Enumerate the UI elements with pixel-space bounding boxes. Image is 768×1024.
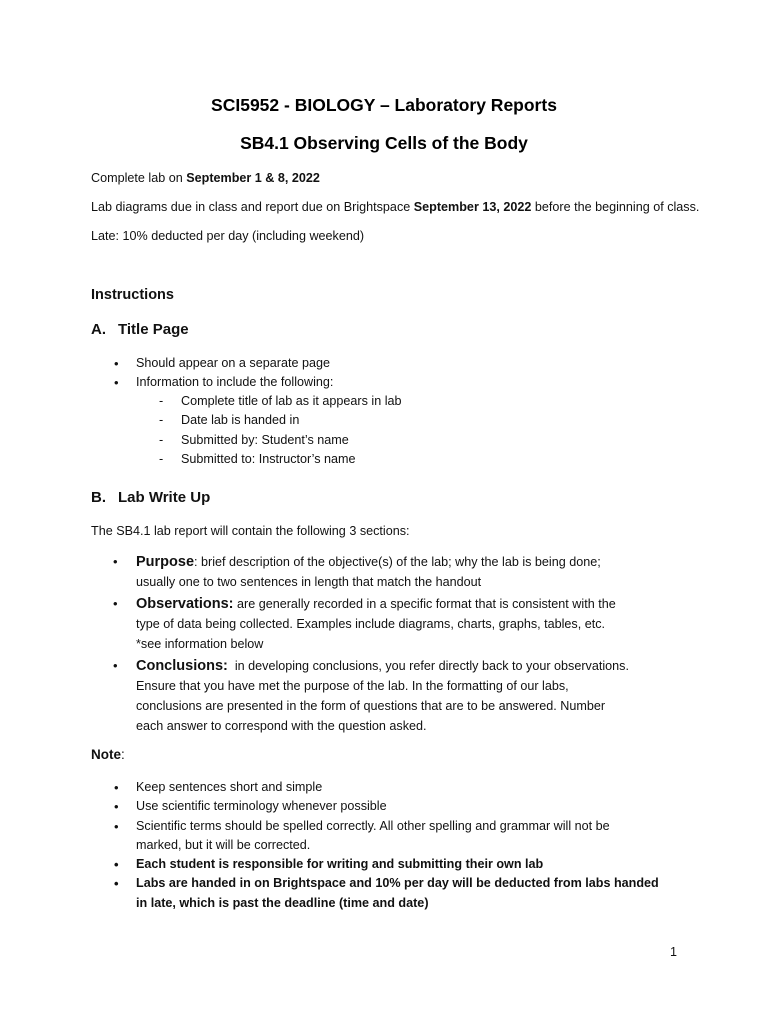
due-date: September 13, 2022 xyxy=(413,200,532,214)
title-page-list xyxy=(0,354,333,393)
page-number: 1 xyxy=(670,945,678,959)
document-title: SCI5952 - BIOLOGY – Laboratory Reports xyxy=(211,95,557,115)
list-item xyxy=(0,778,659,797)
list-item xyxy=(0,656,696,736)
note-list xyxy=(0,778,659,913)
list-item: - Submitted by: Student’s name xyxy=(0,431,402,450)
list-item: • Should appear on a separate page xyxy=(0,354,333,373)
list-item: - Complete title of lab as it appears in lab xyxy=(0,392,402,411)
list-item xyxy=(0,817,659,856)
purpose-text: brief description of the objective(s) of the lab; why the lab is being done; xyxy=(201,555,601,569)
list-item xyxy=(0,855,659,874)
note-item-text: • Scientific terms should be spelled correctly. All other spelling and grammar will not be xyxy=(136,818,610,833)
write-up-sections-list xyxy=(0,552,696,738)
complete-lab-line xyxy=(91,169,320,188)
lab-title: SB4.1 Observing Cells of the Body xyxy=(240,133,528,153)
list-item xyxy=(0,552,696,592)
observations-line-1 xyxy=(136,594,696,614)
list-item: - Submitted to: Instructor’s name xyxy=(0,450,402,469)
section-b-intro: The SB4.1 lab report will contain the following 3 sections: xyxy=(91,524,410,538)
note-label: Note xyxy=(91,747,121,762)
section-a-title: Title Page xyxy=(118,321,189,338)
note-heading xyxy=(91,747,125,762)
note-item-text: • Keep sentences short and simple xyxy=(136,780,323,794)
observations-line-3: *see information below xyxy=(136,637,264,651)
due-date-line xyxy=(91,198,699,217)
section-a-letter: A. xyxy=(91,321,106,338)
late-policy-line: Late: 10% deducted per day (including weekend) xyxy=(91,229,365,243)
term-separator: : xyxy=(194,555,202,569)
section-b-title: Lab Write Up xyxy=(118,489,211,506)
instructions-heading: Instructions xyxy=(91,287,174,303)
note-item-text: • Use scientific terminology whenever possible xyxy=(136,799,387,814)
observations-line-2: type of data being collected. Examples include diagrams, charts, graphs, tables, etc. xyxy=(136,617,606,631)
conclusions-line-1 xyxy=(136,656,696,676)
conclusions-term: Conclusions: xyxy=(136,658,228,674)
conclusions-line-4: each answer to correspond with the question asked. xyxy=(136,719,427,733)
note-item-text: marked, but it will be corrected. xyxy=(136,837,311,852)
list-item: - Date lab is handed in xyxy=(0,411,402,430)
title-page-sublist xyxy=(0,392,402,469)
list-item: • Information to include the following: xyxy=(0,373,333,392)
observations-term: Observations: xyxy=(136,596,234,612)
conclusions-text: in developing conclusions, you refer directly back to your observations. xyxy=(234,659,629,673)
due-prefix: Lab diagrams due in class and report due on Brightspace xyxy=(91,200,414,214)
conclusions-line-3: conclusions are presented in the form of questions that are to be answered. Number xyxy=(136,699,606,713)
note-item-text: • Labs are handed in on Brightspace and 10% per day will be deducted from labs handed xyxy=(136,876,659,891)
note-item-text: • Each student is responsible for writing and submitting their own lab xyxy=(136,857,544,872)
purpose-line-2: usually one to two sentences in length that match the handout xyxy=(136,575,482,589)
section-b-heading xyxy=(91,489,210,506)
due-suffix: before the beginning of class. xyxy=(531,200,700,214)
purpose-term: Purpose xyxy=(136,554,195,570)
list-item xyxy=(0,797,659,816)
section-b-letter: B. xyxy=(91,489,106,506)
observations-text: are generally recorded in a specific format that is consistent with the xyxy=(237,597,616,611)
note-item-text: in late, which is past the deadline (time and date) xyxy=(136,895,429,910)
section-a-heading xyxy=(91,321,189,338)
list-item xyxy=(0,594,696,654)
purpose-line-1 xyxy=(136,552,696,572)
note-colon: : xyxy=(121,747,125,762)
list-item xyxy=(0,874,659,913)
complete-lab-prefix: Complete lab on xyxy=(91,171,187,185)
complete-lab-dates: September 1 & 8, 2022 xyxy=(186,171,320,185)
conclusions-line-2: Ensure that you have met the purpose of the lab. In the formatting of our labs, xyxy=(136,679,569,693)
term-separator xyxy=(228,659,235,673)
